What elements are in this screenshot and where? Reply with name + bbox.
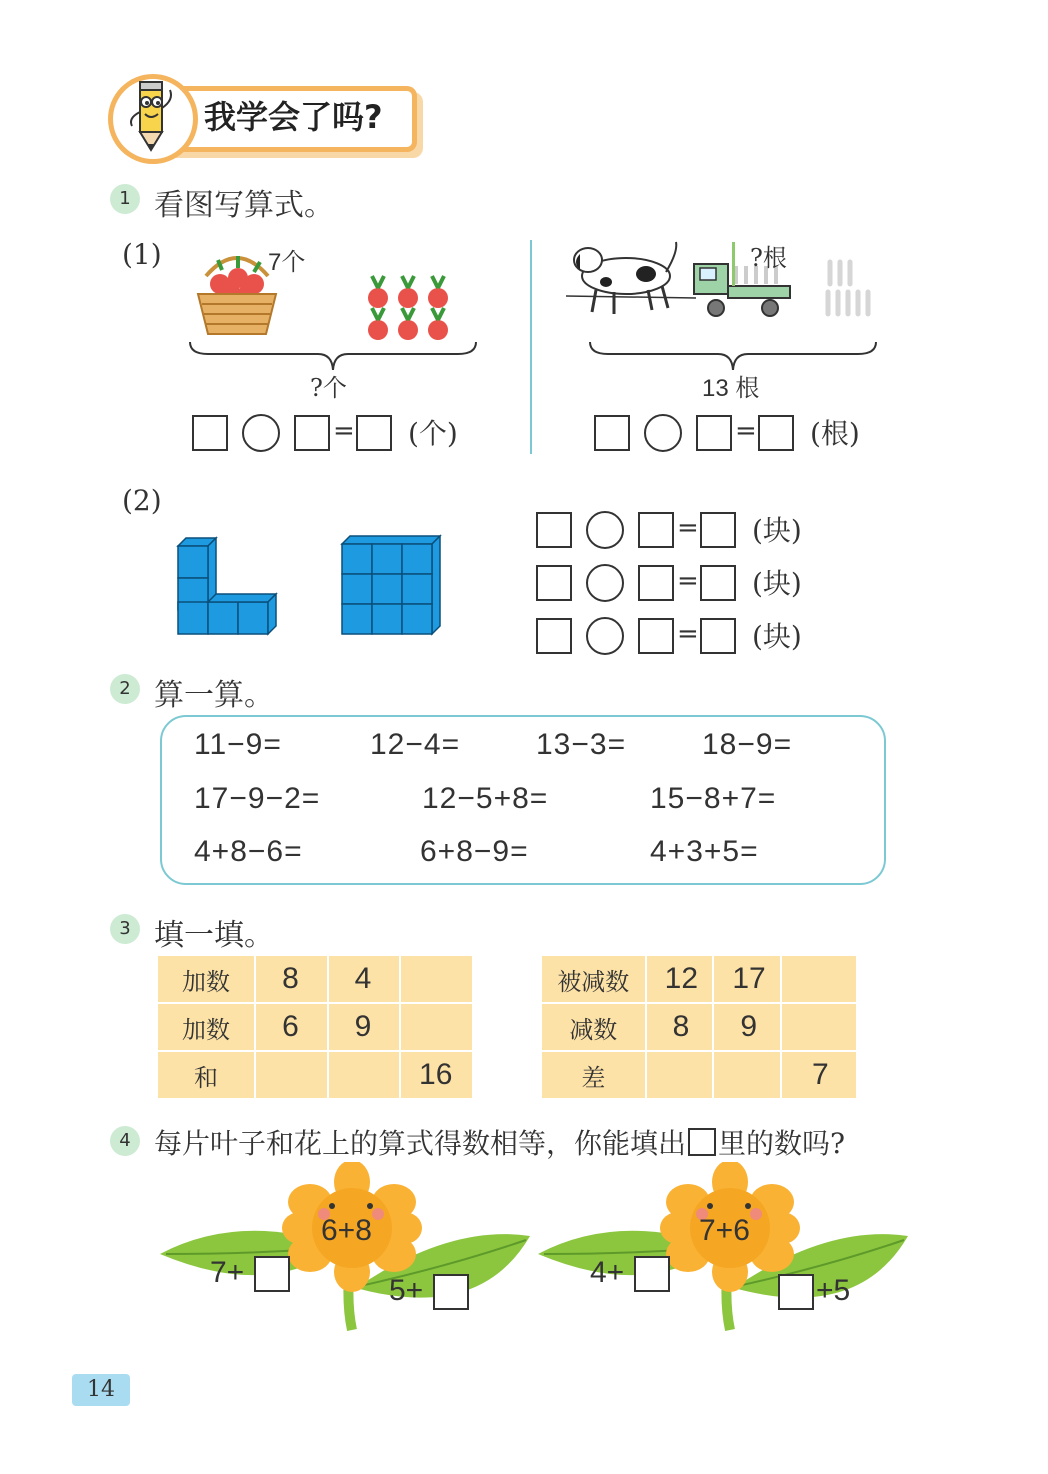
equals-sign: = [677,566,699,596]
calc-item: 12−4= [370,728,461,761]
brace-left-label: ?个 [310,374,347,402]
table-cell[interactable]: 8 [255,955,327,1003]
radishes-group-illustration [356,270,476,344]
table-cell[interactable] [713,1051,781,1099]
answer-box[interactable] [192,415,228,451]
flower-1-center-expression: 6+8 [321,1214,372,1247]
basket-count-label: 7个 [268,249,306,276]
calc-item: 13−3= [536,728,627,761]
row-label: 加数 [157,955,255,1003]
operator-circle[interactable] [586,617,624,655]
equals-sign: = [677,619,699,649]
table-row [541,1051,857,1099]
question-1-title: 看图写算式。 [154,188,334,223]
table-cell[interactable]: 9 [713,1003,781,1051]
answer-box[interactable] [700,512,736,548]
table-row [157,1051,473,1099]
calc-item: 6+8−9= [420,835,529,868]
answer-box[interactable] [536,512,572,548]
unit-label: (个) [408,417,458,450]
table-cell[interactable]: 9 [328,1003,400,1051]
answer-box[interactable] [356,415,392,451]
answer-box[interactable] [758,415,794,451]
table-cell[interactable]: 4 [328,955,400,1003]
brace-right-label: 13 根 [702,375,760,402]
answer-box[interactable] [778,1274,814,1310]
equals-sign: = [333,416,355,446]
table-cell[interactable] [400,955,473,1003]
pencil-mascot-icon [120,78,180,154]
table-row [541,955,857,1003]
sunflower-1-illustration [160,1162,532,1334]
row-label: 差 [541,1051,646,1099]
answer-box[interactable] [700,618,736,654]
calc-item: 18−9= [702,728,793,761]
calc-item: 17−9−2= [194,782,321,815]
equals-sign: = [677,513,699,543]
unit-label: (根) [810,417,860,450]
table-cell[interactable] [400,1003,473,1051]
table-row [157,1003,473,1051]
table-cell[interactable]: 16 [400,1051,473,1099]
answer-box[interactable] [536,565,572,601]
table-cell[interactable] [255,1051,327,1099]
row-label: 和 [157,1051,255,1099]
flower-1-left-leaf-expression: 7+ [210,1256,245,1289]
question-4-title-part-b: 里的数吗? [718,1127,846,1160]
answer-box[interactable] [638,618,674,654]
part-1-label: (1) [122,238,162,271]
answer-box[interactable] [254,1256,290,1292]
answer-box[interactable] [638,512,674,548]
operator-circle[interactable] [644,414,682,452]
page-number: 14 [72,1374,130,1406]
flower-2-left-leaf-expression: 4+ [590,1256,625,1289]
table-cell[interactable]: 12 [646,955,714,1003]
calc-item: 15−8+7= [650,782,777,815]
answer-box[interactable] [638,565,674,601]
table-row [157,955,473,1003]
answer-box[interactable] [700,565,736,601]
square-cubes-illustration [340,534,444,636]
row-label: 被减数 [541,955,646,1003]
table-cell[interactable] [646,1051,714,1099]
answer-box[interactable] [634,1256,670,1292]
answer-box[interactable] [696,415,732,451]
question-number-3: 3 [110,914,140,944]
table-cell[interactable] [781,1003,857,1051]
page-title: 我学会了吗? [204,98,383,136]
answer-box[interactable] [433,1274,469,1310]
calc-item: 4+3+5= [650,835,759,868]
subtraction-table [540,954,858,1100]
question-2-title: 算一算。 [154,678,274,713]
row-label: 减数 [541,1003,646,1051]
l-shape-cubes-illustration [176,536,278,636]
unit-label: (块) [752,620,802,653]
question-3-title: 填一填。 [154,918,274,953]
table-cell[interactable] [328,1051,400,1099]
unit-label: (块) [752,514,802,547]
answer-box[interactable] [294,415,330,451]
question-number-1: 1 [110,184,140,214]
table-cell[interactable]: 7 [781,1051,857,1099]
question-4-title [154,1122,845,1162]
sunflower-2-illustration [538,1162,910,1334]
truck-count-label: ?根 [750,244,787,272]
inline-box-icon [688,1128,716,1156]
flower-1-right-leaf-expression: 5+ [389,1274,424,1307]
table-cell[interactable]: 17 [713,955,781,1003]
flower-2-center-expression: 7+6 [699,1214,750,1247]
operator-circle[interactable] [586,564,624,602]
flower-2-right-leaf-expression: +5 [816,1274,851,1307]
question-4-title-part-a: 每片叶子和花上的算式得数相等，你能填出 [154,1127,687,1160]
addition-table [156,954,474,1100]
bones-illustration [822,256,884,320]
question-number-4: 4 [110,1126,140,1156]
answer-box[interactable] [594,415,630,451]
question-number-2: 2 [110,674,140,704]
unit-label: (块) [752,567,802,600]
operator-circle[interactable] [242,414,280,452]
table-row [541,1003,857,1051]
table-cell[interactable]: 6 [255,1003,327,1051]
table-cell[interactable] [781,955,857,1003]
answer-box[interactable] [536,618,572,654]
row-label: 加数 [157,1003,255,1051]
table-cell[interactable]: 8 [646,1003,714,1051]
calc-item: 11−9= [194,728,282,761]
equals-sign: = [735,416,757,446]
calc-item: 4+8−6= [194,835,303,868]
part-2-label: (2) [122,484,162,517]
calc-item: 12−5+8= [422,782,549,815]
divider-vertical [530,240,532,454]
operator-circle[interactable] [586,511,624,549]
